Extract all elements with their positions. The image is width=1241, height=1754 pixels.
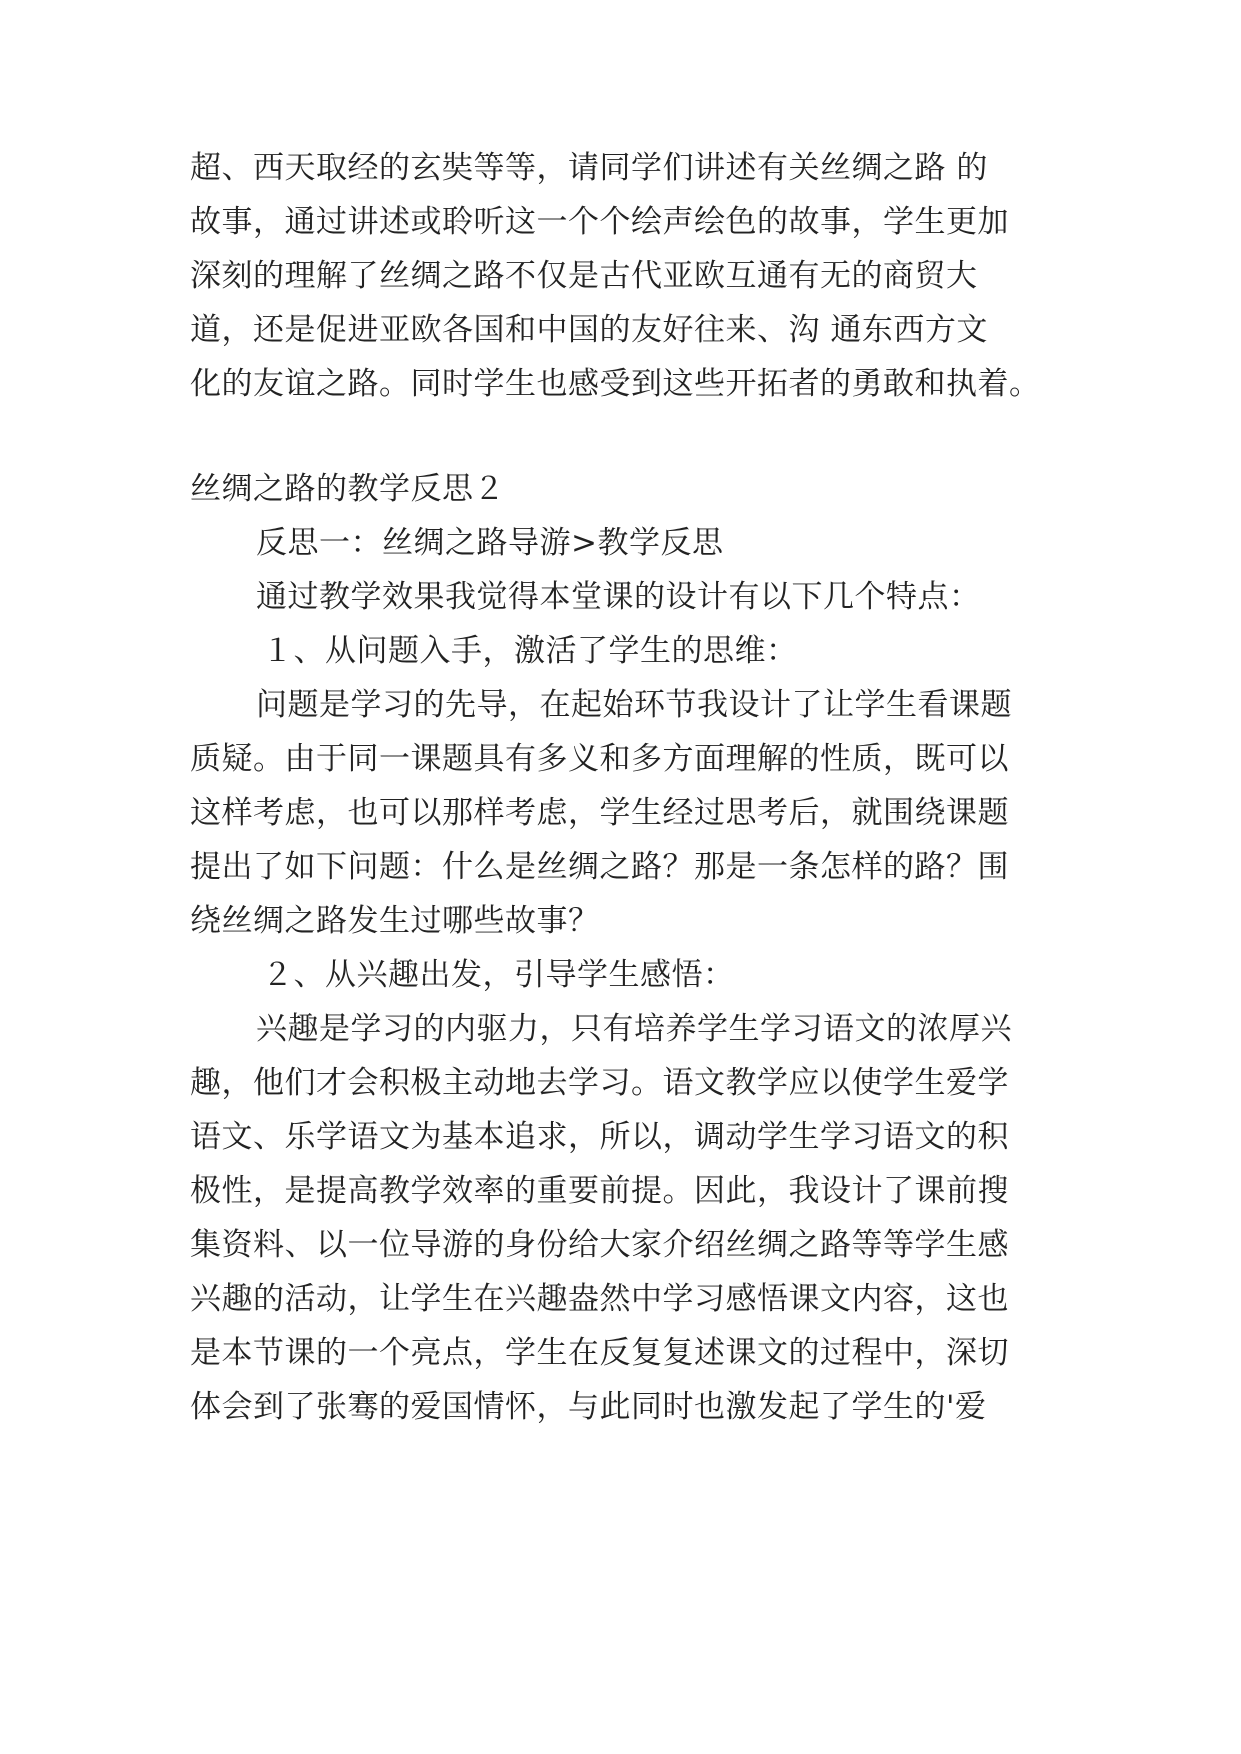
point-heading: １、从问题入手，激活了学生的思维：	[262, 633, 798, 669]
point-heading: ２、从兴趣出发，引导学生感悟：	[262, 957, 735, 993]
paragraph-line: 语文、乐学语文为基本追求，所以，调动学生学习语文的积	[190, 1119, 1009, 1155]
paragraph-line: 提出了如下问题：什么是丝绸之路？那是一条怎样的路？围	[190, 849, 1009, 885]
paragraph-line: 绕丝绸之路发生过哪些故事？	[190, 903, 600, 939]
paragraph-line: 深刻的理解了丝绸之路不仅是古代亚欧互通有无的商贸大	[190, 258, 978, 294]
paragraph-line: 故事，通过讲述或聆听这一个个绘声绘色的故事，学生更加	[190, 204, 1009, 240]
paragraph-line: 道，还是促进亚欧各国和中国的友好往来、沟 通东西方文	[190, 312, 988, 348]
intro-line: 通过教学效果我觉得本堂课的设计有以下几个特点：	[256, 579, 981, 615]
paragraph-line: 趣，他们才会积极主动地去学习。语文教学应以使学生爱学	[190, 1065, 1009, 1101]
paragraph-line: 问题是学习的先导，在起始环节我设计了让学生看课题	[256, 687, 1012, 723]
paragraph-line: 兴趣是学习的内驱力，只有培养学生学习语文的浓厚兴	[256, 1011, 1012, 1047]
paragraph-line: 极性，是提高教学效率的重要前提。因此，我设计了课前搜	[190, 1173, 1009, 1209]
section-subtitle: 反思一：丝绸之路导游>教学反思	[256, 525, 724, 561]
paragraph-line: 质疑。由于同一课题具有多义和多方面理解的性质，既可以	[190, 741, 1009, 777]
paragraph-line: 集资料、以一位导游的身份给大家介绍丝绸之路等等学生感	[190, 1227, 1009, 1263]
section-title: 丝绸之路的教学反思２	[190, 471, 505, 507]
paragraph-line: 是本节课的一个亮点，学生在反复复述课文的过程中，深切	[190, 1335, 1009, 1371]
paragraph-line: 超、西天取经的玄奘等等，请同学们讲述有关丝绸之路 的	[190, 150, 988, 186]
paragraph-line: 这样考虑，也可以那样考虑，学生经过思考后，就围绕课题	[190, 795, 1009, 831]
paragraph-line: 兴趣的活动，让学生在兴趣盎然中学习感悟课文内容，这也	[190, 1281, 1009, 1317]
paragraph-line: 体会到了张骞的爱国情怀，与此同时也激发起了学生的'爱	[190, 1389, 987, 1425]
paragraph-line: 化的友谊之路。同时学生也感受到这些开拓者的勇敢和执着。	[190, 366, 1041, 402]
